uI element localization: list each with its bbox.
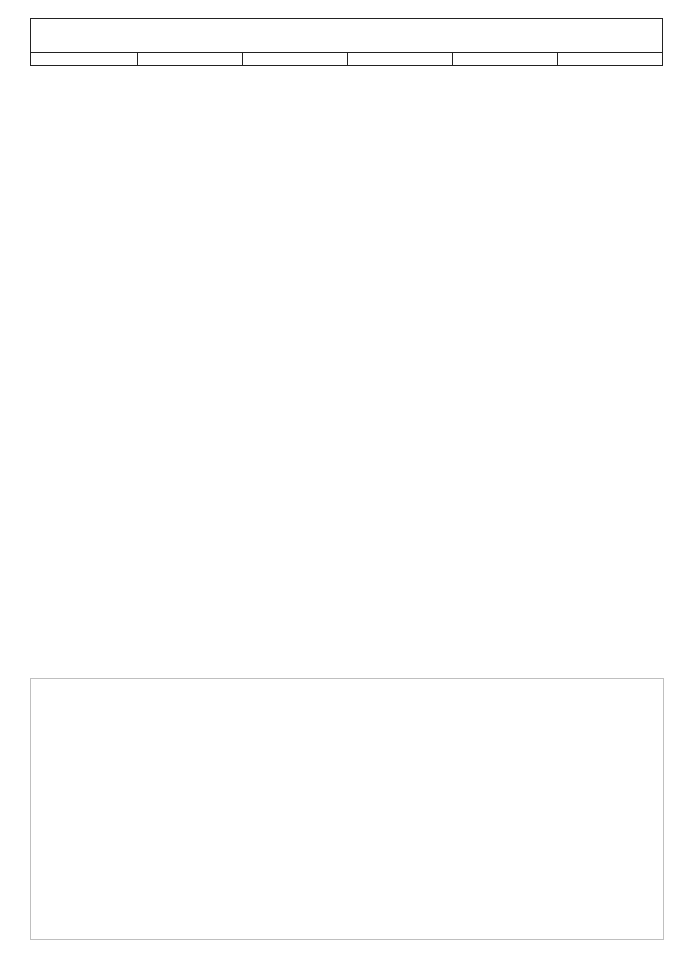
corner-cell: [31, 53, 138, 66]
column-header: [138, 53, 243, 66]
column-header: [243, 53, 348, 66]
survey-table: [30, 18, 663, 66]
chart-canvas: [31, 679, 663, 939]
column-header: [558, 53, 663, 66]
question-title: [31, 19, 663, 53]
survey-table-section: [30, 18, 662, 66]
column-header: [453, 53, 558, 66]
stacked-bar-chart: [30, 678, 664, 940]
column-header: [348, 53, 453, 66]
